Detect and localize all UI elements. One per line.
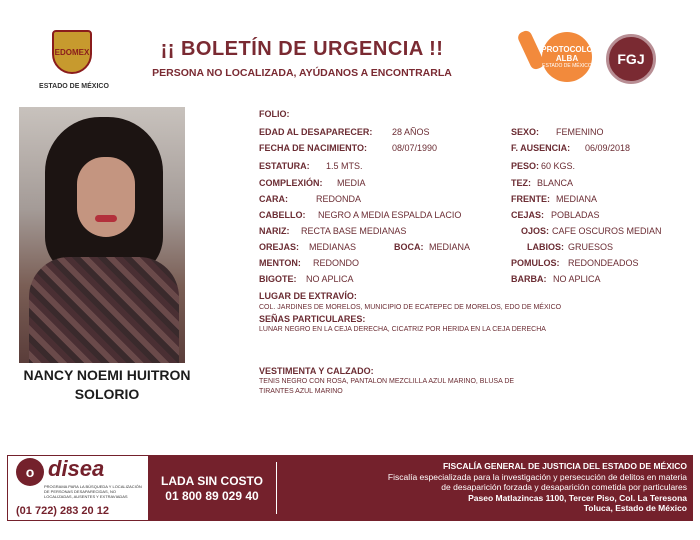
fiscalia-city: Toluca, Estado de México bbox=[583, 503, 687, 513]
hair-value: NEGRO A MEDIA ESPALDA LACIO bbox=[318, 210, 462, 220]
mouth-value: MEDIANA bbox=[429, 242, 471, 252]
odisea-phone: (01 722) 283 20 12 bbox=[16, 505, 109, 517]
eyebrows-value: POBLADAS bbox=[551, 210, 600, 220]
fiscalia-address: Paseo Matlazincas 1100, Tercer Piso, Col. La Teresona bbox=[468, 492, 687, 503]
bulletin-title: ¡¡ BOLETÍN DE URGENCIA !! bbox=[160, 38, 444, 60]
beard-label: BARBA: bbox=[511, 274, 547, 284]
toll-free-number: 01 800 89 029 40 bbox=[165, 489, 259, 503]
mustache-label: BIGOTE: bbox=[259, 274, 297, 284]
absence-date-label: F. AUSENCIA: bbox=[511, 143, 571, 153]
birthdate-label: FECHA DE NACIMIENTO: bbox=[259, 143, 367, 153]
face-value: REDONDA bbox=[316, 194, 362, 204]
fiscalia-block bbox=[282, 461, 687, 514]
marks-label: SEÑAS PARTICULARES: bbox=[259, 314, 366, 324]
odisea-wordmark: disea bbox=[48, 456, 105, 481]
mustache-value: NO APLICA bbox=[306, 274, 354, 284]
weight-value: 60 KGS. bbox=[541, 161, 576, 171]
eyebrows-label: CEJAS: bbox=[511, 210, 545, 220]
skin-value: BLANCA bbox=[537, 178, 574, 188]
absence-date-value: 06/09/2018 bbox=[585, 143, 631, 153]
fgj-logo: FGJ bbox=[606, 34, 656, 84]
eyes-value: CAFE OSCUROS MEDIAN bbox=[552, 226, 662, 236]
forehead-label: FRENTE: bbox=[511, 194, 550, 204]
mouth-label: BOCA: bbox=[394, 242, 424, 252]
sex-label: SEXO: bbox=[511, 127, 540, 137]
odisea-description: PROGRAMA PARA LA BÚSQUEDA Y LOCALIZACIÓN DE PERSONAS DESAPARECIDAS, NO LOCALIZADAS, AUSENTES Y EXTRAVIADAS bbox=[44, 484, 142, 499]
chin-label: MENTON: bbox=[259, 258, 301, 268]
chin-value: REDONDO bbox=[313, 258, 360, 268]
protocolo-alba-logo: PROTOCOLO ALBA ESTADO DE MÉXICO bbox=[520, 28, 596, 86]
eyes-label: OJOS: bbox=[521, 226, 550, 236]
person-name: NANCY NOEMI HUITRON SOLORIO bbox=[23, 367, 191, 402]
height-label: ESTATURA: bbox=[259, 161, 310, 171]
ears-value: MEDIANAS bbox=[309, 242, 357, 252]
lips-value: GRUESOS bbox=[568, 242, 614, 252]
weight-label: PESO: bbox=[511, 161, 540, 171]
clothing-value-line2: TIRANTES AZUL MARINO bbox=[259, 388, 343, 395]
bulletin-subtitle: PERSONA NO LOCALIZADA, AYÚDANOS A ENCONTRARLA bbox=[152, 67, 452, 79]
cheekbones-value: REDONDEADOS bbox=[568, 258, 639, 268]
clothing-label: VESTIMENTA Y CALZADO: bbox=[259, 366, 374, 376]
cheekbones-label: POMULOS: bbox=[511, 258, 560, 268]
fiscalia-title: FISCALÍA GENERAL DE JUSTICIA DEL ESTADO DE MÉXICO bbox=[442, 461, 687, 471]
lips-label: LABIOS: bbox=[527, 242, 564, 252]
estado-de-mexico-shield-logo: EDOMEX bbox=[52, 30, 92, 74]
toll-free-label: LADA SIN COSTO bbox=[160, 474, 263, 488]
clothing-value-line1: TENIS NEGRO CON ROSA, PANTALON MEZCLILLA AZUL MARINO, BLUSA DE bbox=[259, 378, 515, 385]
face-label: CARA: bbox=[259, 194, 288, 204]
nose-label: NARIZ: bbox=[259, 226, 290, 236]
age-label: EDAD AL DESAPARECER: bbox=[259, 127, 373, 137]
forehead-value: MEDIANA bbox=[556, 194, 598, 204]
beard-value: NO APLICA bbox=[553, 274, 601, 284]
build-label: COMPLEXIÓN: bbox=[259, 178, 323, 188]
missing-person-photo bbox=[19, 107, 185, 363]
place-label: LUGAR DE EXTRAVÍO: bbox=[259, 291, 357, 301]
skin-label: TEZ: bbox=[511, 178, 531, 188]
age-value: 28 AÑOS bbox=[392, 127, 430, 137]
ears-label: OREJAS: bbox=[259, 242, 300, 252]
footer-divider bbox=[276, 462, 277, 514]
hair-label: CABELLO: bbox=[259, 210, 306, 220]
fiscalia-line2: de desaparición forzada y desaparición cometida por particulares bbox=[441, 482, 687, 492]
marks-value: LUNAR NEGRO EN LA CEJA DERECHA, CICATRIZ POR HERIDA EN LA CEJA DERECHA bbox=[259, 326, 546, 333]
folio-label: FOLIO: bbox=[259, 109, 290, 119]
state-label: ESTADO DE MÉXICO bbox=[39, 83, 109, 90]
sex-value: FEMENINO bbox=[556, 127, 604, 137]
height-value: 1.5 MTS. bbox=[326, 161, 363, 171]
fiscalia-line1: Fiscalía especializada para la investigación y persecución de delitos en materia bbox=[387, 471, 687, 482]
build-value: MEDIA bbox=[337, 178, 366, 188]
place-value: COL. JARDINES DE MORELOS, MUNICIPIO DE ECATEPEC DE MORELOS, EDO DE MÉXICO bbox=[259, 304, 562, 311]
birthdate-value: 08/07/1990 bbox=[392, 143, 438, 153]
odisea-logo-icon: o bbox=[16, 458, 44, 486]
nose-value: RECTA BASE MEDIANAS bbox=[301, 226, 407, 236]
